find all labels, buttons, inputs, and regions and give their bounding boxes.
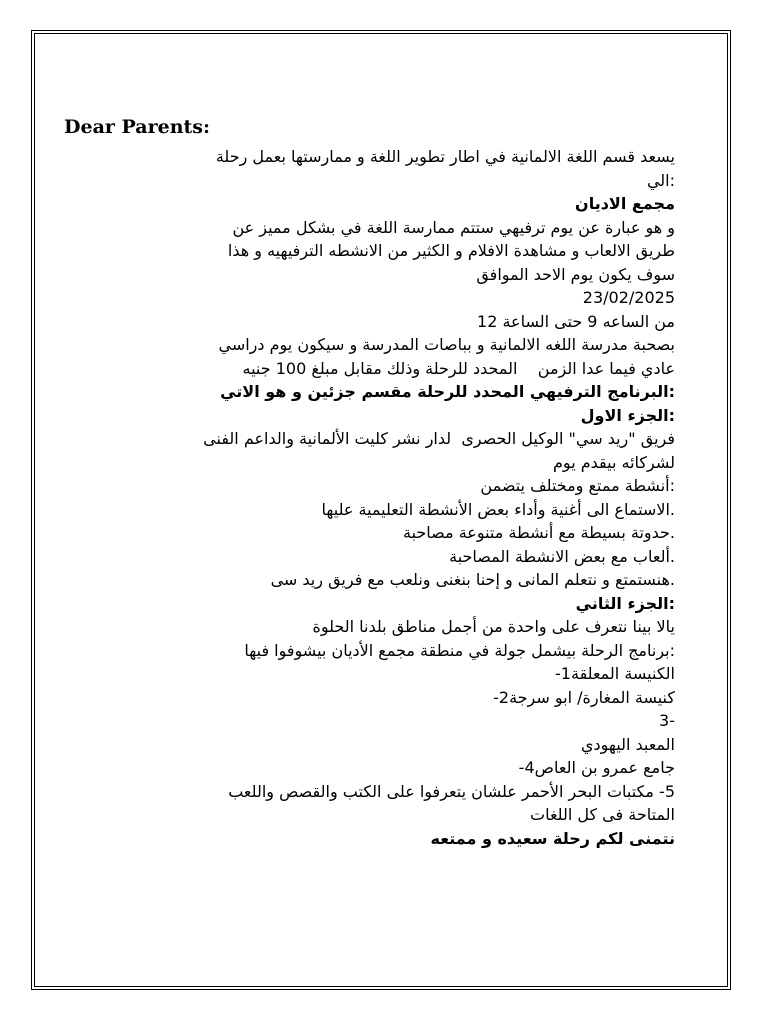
program-heading: :البرنامج الترفيهي المحدد للرحلة مقسم جزئين و هو الاتي: [220, 382, 675, 401]
trip-time: من الساعه 9 حتى الساعة 12: [477, 311, 675, 331]
part1-line-5: .حدوتة بسيطة مع أنشطة متنوعة مصاحبة: [402, 523, 675, 542]
intro-line-1: يسعد قسم اللغة الالمانية في اطار تطوير اللغة و ممارستها بعمل رحلة: [215, 147, 675, 166]
part1-line-6: .ألعاب مع بعض الانشطة المصاحبة: [449, 546, 675, 566]
part1-line-2: لشركائه بيقدم يوم: [553, 452, 675, 472]
desc-line-2: طريق الالعاب و مشاهدة الافلام و الكثير من الانشطه الترفيهيه و هذا: [227, 241, 675, 260]
site-item-4: جامع عمرو بن العاص4-: [518, 758, 675, 777]
site-item-3-label: المعبد اليهودي: [580, 734, 675, 754]
site-item-3-number: 3-: [659, 711, 675, 730]
company-line-1: بصحبة مدرسة اللغه الالمانية و بباصات المدرسة و سيكون يوم دراسي: [218, 335, 675, 354]
company-line-2: عادي فيما عدا الزمن المحدد للرحلة وذلك مقابل مبلغ 100 جنيه: [242, 358, 675, 378]
part2-line-1: يالا بينا نتعرف على واحدة من أجمل مناطق بلدنا الحلوة: [312, 617, 675, 636]
desc-line-1: و هو عبارة عن يوم ترفيهي ستتم ممارسة اللغة في بشكل مميز عن: [232, 217, 675, 237]
trip-date: 23/02/2025: [582, 288, 675, 307]
site-item-5-line-2: المتاحة فى كل اللغات: [530, 805, 675, 824]
site-item-5-line-1: 5- مكتبات البحر الأحمر علشان يتعرفوا على الكتب والقصص واللعب: [228, 781, 675, 801]
site-item-1: الكنيسة المعلقة1-: [555, 664, 675, 683]
part1-heading: :الجزء الاول: [580, 405, 675, 425]
part1-line-3: :أنشطة ممتع ومختلف يتضمن: [480, 476, 675, 495]
part1-line-1: فريق "ريد سي" الوكيل الحصرى لدار نشر كليت الألمانية والداعم الفنى: [203, 429, 675, 448]
destination: مجمع الاديان: [575, 194, 675, 213]
greeting: Dear Parents:: [64, 116, 210, 138]
closing-line: نتمنى لكم رحلة سعيده و ممتعه: [430, 828, 675, 848]
intro-line-2: :الي: [646, 170, 675, 190]
site-item-2: كنيسة المغارة/ ابو سرجة2-: [493, 687, 675, 707]
desc-line-3: سوف يكون يوم الاحد الموافق: [476, 264, 675, 284]
part2-heading: :الجزء الثاني: [575, 593, 675, 613]
part2-line-2: :برنامج الرحلة بيشمل جولة في منطقة مجمع الأديان بيشوفوا فيها: [244, 640, 675, 660]
part1-line-7: .هنستمتع و نتعلم المانى و إحنا بنغنى ونلعب مع فريق ريد سى: [270, 570, 675, 589]
part1-line-4: .الاستماع الى أغنية وأداء بعض الأنشطة التعليمية عليها: [321, 499, 675, 519]
letter-body: [55, 145, 675, 850]
